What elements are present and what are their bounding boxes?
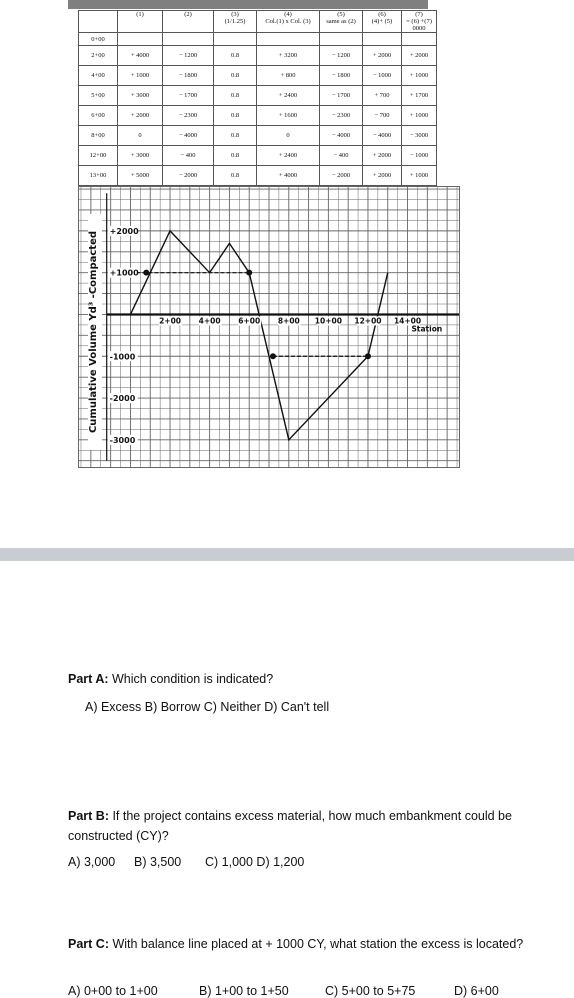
table-cell: + 3200 <box>257 46 320 66</box>
table-cell <box>118 33 163 46</box>
table-cell: + 1000 <box>118 66 163 86</box>
table-row <box>79 106 437 126</box>
question-text: If the project contains excess material, how much embankment could be constructed (CY)? <box>68 809 512 843</box>
table-cell: − 400 <box>320 146 363 166</box>
y-axis-label: Cumulative Volume Yd³ -Compacted <box>88 230 99 434</box>
chart-axes <box>107 193 459 460</box>
cell-station: 6+00 <box>79 106 118 126</box>
table-cell: 0.8 <box>214 146 257 166</box>
table-cell: 0.8 <box>214 106 257 126</box>
header-num: (2) <box>184 11 192 18</box>
question-part-b <box>68 806 528 846</box>
table-header-row <box>79 11 437 33</box>
header-num: (6) <box>378 11 386 18</box>
header-num: (7) <box>415 11 423 18</box>
table-cell <box>214 33 257 46</box>
table-cell: − 1000 <box>402 146 437 166</box>
table-row <box>79 86 437 106</box>
header-cell <box>257 11 320 33</box>
cell-station: 5+00 <box>79 86 118 106</box>
cell-station: 13+00 <box>79 166 118 186</box>
header-cell <box>214 11 257 33</box>
table-cell: + 2000 <box>363 146 402 166</box>
answer-option-c-d[interactable]: D) 6+00 <box>454 984 499 998</box>
header-num: (1) <box>136 11 144 18</box>
header-desc: Col.(1) x Col. (3) <box>265 18 311 25</box>
y-tick-label: -3000 <box>109 435 136 445</box>
table-cell: − 4000 <box>320 126 363 146</box>
table-cell: + 2000 <box>363 46 402 66</box>
earthwork-table <box>78 10 437 186</box>
x-tick-label: 2+00 <box>159 316 182 326</box>
table-cell: + 5000 <box>118 166 163 186</box>
table-cell: + 1600 <box>257 106 320 126</box>
table-cell: − 1700 <box>320 86 363 106</box>
table-cell: + 3000 <box>118 146 163 166</box>
table-cell: 0 <box>118 126 163 146</box>
cell-cumulative-start: 0000 <box>412 25 426 32</box>
x-axis-label: Station <box>411 324 443 334</box>
table-cell: − 2300 <box>320 106 363 126</box>
mass-diagram-svg <box>79 187 459 467</box>
table-cell <box>320 33 363 46</box>
table-cell: − 4000 <box>163 126 214 146</box>
mass-diagram <box>78 186 460 468</box>
table-cell: + 700 <box>363 86 402 106</box>
header-num: (4) <box>284 11 292 18</box>
x-tick-label: 10+00 <box>314 316 342 326</box>
question-part-a <box>68 669 538 689</box>
answer-option-c-b[interactable]: B) 1+00 to 1+50 <box>199 984 289 998</box>
table-body <box>79 46 437 186</box>
table-cell: − 4000 <box>363 126 402 146</box>
header-cell <box>320 11 363 33</box>
answer-option-b-c[interactable]: C) 1,000 D) 1,200 <box>205 855 305 869</box>
table-cell: − 1000 <box>363 66 402 86</box>
table-cell: − 700 <box>363 106 402 126</box>
table-cell: + 1000 <box>402 106 437 126</box>
answer-option-b-a[interactable]: A) 3,000 <box>68 855 116 869</box>
header-desc: = (6) +(7) <box>406 18 432 25</box>
header-cell <box>163 11 214 33</box>
table-cell: − 1800 <box>320 66 363 86</box>
cell-station: 4+00 <box>79 66 118 86</box>
table-cell: + 1000 <box>402 66 437 86</box>
balance-point <box>246 270 252 276</box>
table-row <box>79 126 437 146</box>
cell-station: 8+00 <box>79 126 118 146</box>
y-tick-label: +1000 <box>109 268 139 278</box>
header-cell-station <box>79 11 118 33</box>
question-text: Which condition is indicated? <box>108 672 274 686</box>
header-num: (5) <box>337 11 345 18</box>
table-cell: + 800 <box>257 66 320 86</box>
header-num: (3) <box>231 11 239 18</box>
answer-option-b-b[interactable]: B) 3,500 <box>134 855 182 869</box>
table-cell: − 400 <box>163 146 214 166</box>
table-cell: 0 <box>257 126 320 146</box>
table-cell: − 3000 <box>402 126 437 146</box>
table-cell <box>163 33 214 46</box>
table-cell: 0.8 <box>214 66 257 86</box>
y-tick-label: -2000 <box>109 394 136 404</box>
table-cell: − 1800 <box>163 66 214 86</box>
header-desc: same as (2) <box>326 18 356 25</box>
table-cell: + 2000 <box>402 46 437 66</box>
table-cell: + 4000 <box>118 46 163 66</box>
balance-point <box>365 353 371 359</box>
table-cell <box>257 33 320 46</box>
y-tick-label: -1000 <box>109 352 136 362</box>
table-row <box>79 146 437 166</box>
answer-option-c-a[interactable]: A) 0+00 to 1+00 <box>68 984 158 998</box>
table-cell: + 2400 <box>257 86 320 106</box>
header-cell <box>363 11 402 33</box>
table-cell: − 1200 <box>320 46 363 66</box>
question-part-c <box>68 934 538 954</box>
x-tick-label: 6+00 <box>238 316 261 326</box>
table-cell <box>402 33 437 46</box>
question-text: With balance line placed at + 1000 CY, what station the excess is located? <box>108 937 524 951</box>
table-row <box>79 33 437 46</box>
table-cell <box>363 33 402 46</box>
table-cell: − 2300 <box>163 106 214 126</box>
table-cell: + 4000 <box>257 166 320 186</box>
table-cell: + 2000 <box>118 106 163 126</box>
table-row <box>79 66 437 86</box>
y-tick-label: +2000 <box>109 226 139 236</box>
table-cell: + 3000 <box>118 86 163 106</box>
table-cell: + 2000 <box>363 166 402 186</box>
table-row <box>79 166 437 186</box>
table-cell: − 2000 <box>320 166 363 186</box>
table-cell: − 1700 <box>163 86 214 106</box>
header-desc: (1/1.25) <box>224 18 246 25</box>
table-cell: 0.8 <box>214 86 257 106</box>
table-cell: + 2400 <box>257 146 320 166</box>
table-cell: 0.8 <box>214 126 257 146</box>
balance-point <box>143 270 149 276</box>
table-cell: + 1700 <box>402 86 437 106</box>
cell-station: 12+00 <box>79 146 118 166</box>
header-desc: (4)+ (5) <box>371 18 393 25</box>
answer-options-a[interactable]: A) Excess B) Borrow C) Neither D) Can't tell <box>85 700 330 714</box>
x-tick-label: 8+00 <box>277 316 300 326</box>
header-cell <box>402 11 437 33</box>
answer-option-c-c[interactable]: C) 5+00 to 5+75 <box>325 984 416 998</box>
chart-labels <box>88 214 442 450</box>
table-cell: − 1200 <box>163 46 214 66</box>
table-cell: − 2000 <box>163 166 214 186</box>
question-label: Part C: <box>68 937 109 951</box>
x-tick-label: 14+00 <box>393 316 422 326</box>
table-cell: + 1000 <box>402 166 437 186</box>
question-label: Part A: <box>68 672 109 686</box>
header-cell <box>118 11 163 33</box>
section-divider <box>0 548 574 561</box>
table-cell: 0.8 <box>214 166 257 186</box>
top-gray-bar <box>68 0 428 9</box>
table-cell: 0.8 <box>214 46 257 66</box>
x-tick-label: 12+00 <box>354 316 382 326</box>
cell-station: 2+00 <box>79 46 118 66</box>
x-tick-label: 4+00 <box>198 316 221 326</box>
question-label: Part B: <box>68 809 109 823</box>
balance-point <box>270 353 276 359</box>
table-row <box>79 46 437 66</box>
cell-station: 0+00 <box>79 33 118 46</box>
